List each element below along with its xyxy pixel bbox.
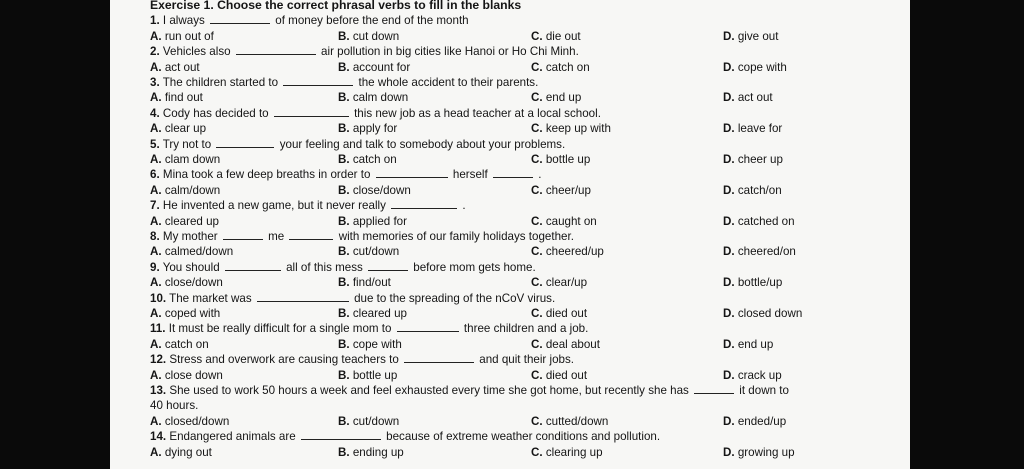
question-text: He invented a new game, but it never really [162, 199, 386, 213]
option-d[interactable] [723, 337, 773, 352]
option-letter: B. [338, 91, 350, 105]
option-text: die out [545, 29, 581, 43]
option-d[interactable] [723, 29, 778, 44]
question-text: Vehicles also [162, 45, 231, 59]
options-row [150, 214, 910, 229]
option-c[interactable] [531, 29, 581, 44]
question-text: me [268, 229, 285, 243]
answer-blank[interactable] [493, 168, 533, 178]
option-letter: D. [723, 245, 735, 259]
option-text: cleared up [164, 214, 219, 228]
option-c[interactable] [531, 368, 587, 383]
option-letter: A. [150, 368, 162, 382]
option-text: clear/up [545, 276, 588, 290]
option-letter: C. [531, 183, 543, 197]
option-letter: B. [338, 337, 350, 351]
option-text: cheer/up [545, 183, 591, 197]
question-text: Stress and overwork are causing teachers to [169, 353, 399, 367]
question-continuation: 40 hours. [150, 399, 199, 413]
option-letter: B. [338, 183, 350, 197]
option-c[interactable] [531, 306, 587, 321]
option-a[interactable] [150, 306, 220, 321]
option-text: crack up [737, 368, 782, 382]
option-text: clear up [164, 122, 207, 136]
question-number: 10. [150, 291, 167, 305]
option-letter: B. [338, 445, 350, 459]
answer-blank[interactable] [301, 430, 381, 440]
answer-blank[interactable] [368, 261, 408, 271]
option-a[interactable] [150, 445, 212, 460]
option-a[interactable] [150, 244, 233, 259]
options-row [150, 90, 910, 105]
option-b[interactable] [338, 214, 407, 229]
question-number: 4. [150, 106, 160, 120]
option-text: give out [737, 29, 779, 43]
option-text: act out [164, 60, 200, 74]
option-letter: C. [531, 276, 543, 290]
option-text: act out [737, 91, 773, 105]
options-row [150, 368, 910, 383]
option-letter: A. [150, 91, 162, 105]
option-letter: B. [338, 214, 350, 228]
option-text: calm down [352, 91, 409, 105]
option-letter: B. [338, 276, 350, 290]
option-b[interactable] [338, 244, 399, 259]
option-a[interactable] [150, 414, 229, 429]
option-text: apply for [352, 122, 398, 136]
question-number: 3. [150, 76, 160, 89]
option-b[interactable] [338, 183, 411, 198]
option-text: calmed/down [164, 245, 234, 259]
question-text: The children started to [162, 76, 279, 89]
option-letter: C. [531, 368, 543, 382]
option-text: cheered/up [545, 245, 604, 259]
option-c[interactable] [531, 244, 604, 259]
answer-blank[interactable] [289, 230, 333, 240]
question-10 [150, 291, 910, 306]
question-text: before mom gets home. [413, 260, 536, 274]
options-row [150, 337, 910, 352]
option-letter: D. [723, 368, 735, 382]
option-c[interactable] [531, 60, 590, 75]
options-row [150, 306, 910, 321]
option-text: cheered/on [737, 245, 796, 259]
option-text: cut/down [352, 245, 400, 259]
exercise-title: Exercise 1. Choose the correct phrasal verbs to fill in the blanks [150, 0, 522, 12]
answer-blank[interactable] [257, 292, 349, 302]
question-text: Try not to [162, 137, 212, 151]
option-c[interactable] [531, 414, 608, 429]
question-text: I always [162, 14, 205, 28]
option-text: ended/up [737, 414, 787, 428]
question-number: 7. [150, 199, 160, 213]
option-text: coped with [164, 306, 221, 320]
option-c[interactable] [531, 152, 590, 167]
options-row [150, 275, 910, 290]
option-text: end up [737, 337, 774, 351]
option-text: cutted/down [545, 414, 609, 428]
answer-blank[interactable] [376, 168, 448, 178]
option-letter: D. [723, 153, 735, 166]
question-text: You should [162, 260, 220, 274]
option-letter: C. [531, 245, 543, 259]
option-d[interactable] [723, 275, 782, 290]
option-text: end up [545, 91, 582, 105]
option-c[interactable] [531, 337, 600, 352]
question-9 [150, 260, 910, 275]
option-letter: D. [723, 122, 735, 136]
option-text: cut down [352, 29, 400, 43]
option-c[interactable] [531, 445, 603, 460]
option-b[interactable] [338, 368, 397, 383]
option-a[interactable] [150, 275, 223, 290]
question-number: 9. [150, 260, 160, 274]
option-a[interactable] [150, 60, 200, 75]
option-letter: C. [531, 60, 543, 74]
question-list [150, 13, 910, 460]
option-text: calm/down [164, 183, 221, 197]
option-c[interactable] [531, 214, 597, 229]
question-3 [150, 75, 910, 90]
option-text: close/down [352, 183, 411, 197]
option-letter: C. [531, 29, 543, 43]
question-text: the whole accident to their parents. [358, 76, 539, 89]
option-text: growing up [737, 445, 795, 459]
question-text: all of this mess [286, 260, 363, 274]
option-a[interactable] [150, 121, 206, 136]
option-letter: D. [723, 214, 735, 228]
question-number: 14. [150, 430, 167, 444]
question-7 [150, 198, 910, 213]
options-row [150, 244, 910, 259]
option-d[interactable] [723, 121, 782, 136]
option-letter: D. [723, 414, 735, 428]
question-text: My mother [162, 229, 218, 243]
option-letter: D. [723, 60, 735, 74]
question-text: The market was [169, 291, 252, 305]
question-text: this new job as a head teacher at a local school. [354, 106, 601, 120]
option-text: catched on [737, 214, 795, 228]
option-letter: D. [723, 91, 735, 105]
option-letter: A. [150, 276, 162, 290]
question-text: It must be really difficult for a single mom to [168, 322, 392, 336]
option-text: bottle up [352, 368, 398, 382]
option-b[interactable] [338, 29, 399, 44]
question-text: herself [452, 168, 488, 182]
option-text: catch on [352, 153, 397, 166]
option-a[interactable] [150, 29, 214, 44]
option-c[interactable] [531, 275, 587, 290]
option-d[interactable] [723, 183, 782, 198]
option-text: applied for [352, 214, 407, 228]
option-c[interactable] [531, 90, 581, 105]
option-letter: A. [150, 414, 162, 428]
option-d[interactable] [723, 368, 782, 383]
question-text: due to the spreading of the nCoV virus. [354, 291, 556, 305]
answer-blank[interactable] [283, 76, 353, 86]
options-row [150, 414, 910, 429]
answer-blank[interactable] [225, 261, 281, 271]
option-a[interactable] [150, 337, 209, 352]
option-a[interactable] [150, 214, 219, 229]
question-14 [150, 429, 910, 444]
option-letter: C. [531, 91, 543, 105]
option-text: account for [352, 60, 411, 74]
option-letter: B. [338, 29, 350, 43]
option-letter: D. [723, 306, 735, 320]
option-text: deal about [545, 337, 600, 351]
option-text: cheer up [737, 153, 783, 166]
option-text: find out [164, 91, 203, 105]
question-text: air pollution in big cities like Hanoi or Ho Chi Minh. [321, 45, 579, 59]
option-letter: A. [150, 214, 162, 228]
question-number: 1. [150, 14, 160, 28]
options-row [150, 152, 910, 167]
option-text: died out [545, 306, 588, 320]
option-letter: B. [338, 414, 350, 428]
question-13 [150, 383, 910, 398]
option-c[interactable] [531, 183, 591, 198]
option-text: clearing up [545, 445, 603, 459]
question-text: three children and a job. [463, 322, 589, 336]
option-letter: A. [150, 306, 162, 320]
option-letter: D. [723, 445, 735, 459]
question-1 [150, 13, 910, 28]
option-a[interactable] [150, 152, 220, 167]
options-row [150, 121, 910, 136]
option-letter: A. [150, 29, 162, 43]
option-b[interactable] [338, 121, 397, 136]
question-number: 13. [150, 383, 167, 397]
question-number: 6. [150, 168, 160, 182]
question-text: with memories of our family holidays together. [338, 229, 574, 243]
question-text: . [462, 199, 466, 213]
question-text: and quit their jobs. [479, 353, 574, 367]
options-row [150, 29, 910, 44]
option-letter: D. [723, 183, 735, 197]
option-b[interactable] [338, 152, 397, 167]
option-text: catch on [545, 60, 590, 74]
option-letter: C. [531, 306, 543, 320]
option-a[interactable] [150, 183, 220, 198]
worksheet-page [110, 0, 910, 469]
option-d[interactable] [723, 445, 795, 460]
question-text: your feeling and talk to somebody about your problems. [279, 137, 566, 151]
option-text: cut/down [352, 414, 400, 428]
option-letter: D. [723, 29, 735, 43]
question-2 [150, 44, 910, 59]
exercise-content [150, 0, 910, 460]
option-letter: D. [723, 337, 735, 351]
option-d[interactable] [723, 214, 795, 229]
question-text: Mina took a few deep breaths in order to [162, 168, 371, 182]
question-5 [150, 137, 910, 152]
option-a[interactable] [150, 90, 203, 105]
option-text: leave for [737, 122, 783, 136]
option-b[interactable] [338, 445, 404, 460]
option-b[interactable] [338, 306, 407, 321]
question-text: Endangered animals are [169, 430, 296, 444]
option-text: clam down [164, 153, 221, 166]
option-text: bottle up [545, 153, 591, 166]
option-letter: A. [150, 60, 162, 74]
option-letter: B. [338, 122, 350, 136]
option-letter: C. [531, 445, 543, 459]
option-letter: B. [338, 245, 350, 259]
right-dark-border [910, 0, 1024, 469]
option-letter: B. [338, 306, 350, 320]
option-letter: A. [150, 445, 162, 459]
answer-blank[interactable] [391, 199, 457, 209]
option-text: closed down [737, 306, 803, 320]
question-text: . [538, 168, 542, 182]
question-text: because of extreme weather conditions and pollution. [386, 430, 661, 444]
answer-blank[interactable] [236, 45, 316, 55]
option-text: cope with [352, 337, 402, 351]
option-letter: C. [531, 414, 543, 428]
answer-blank[interactable] [404, 353, 474, 363]
option-text: dying out [164, 445, 212, 459]
question-text: Cody has decided to [162, 106, 269, 120]
option-text: died out [545, 368, 588, 382]
option-text: ending up [352, 445, 404, 459]
option-text: close/down [164, 276, 223, 290]
option-letter: A. [150, 153, 162, 166]
option-letter: B. [338, 368, 350, 382]
question-11 [150, 321, 910, 336]
option-d[interactable] [723, 90, 773, 105]
option-letter: A. [150, 245, 162, 259]
option-text: catch on [164, 337, 209, 351]
options-row [150, 183, 910, 198]
option-letter: C. [531, 122, 543, 136]
question-number: 2. [150, 45, 160, 59]
option-letter: D. [723, 276, 735, 290]
left-dark-border [0, 0, 110, 469]
question-text: of money before the end of the month [275, 14, 469, 28]
option-text: close down [164, 368, 223, 382]
question-number: 5. [150, 137, 160, 151]
question-text: She used to work 50 hours a week and feel exhausted every time she got home, but recently she has [169, 383, 689, 397]
option-letter: A. [150, 122, 162, 136]
option-a[interactable] [150, 368, 223, 383]
option-d[interactable] [723, 414, 786, 429]
option-letter: C. [531, 337, 543, 351]
question-6 [150, 167, 910, 182]
option-text: closed/down [164, 414, 230, 428]
option-letter: A. [150, 183, 162, 197]
option-letter: B. [338, 153, 350, 166]
option-letter: A. [150, 337, 162, 351]
question-12 [150, 352, 910, 367]
answer-blank[interactable] [216, 138, 274, 148]
option-text: cope with [737, 60, 787, 74]
option-d[interactable] [723, 60, 787, 75]
answer-blank[interactable] [223, 230, 263, 240]
option-letter: C. [531, 214, 543, 228]
option-text: run out of [164, 29, 214, 43]
option-text: bottle/up [737, 276, 783, 290]
option-d[interactable] [723, 244, 796, 259]
question-text: it down to [739, 383, 789, 397]
option-b[interactable] [338, 275, 391, 290]
option-letter: C. [531, 153, 543, 166]
option-text: caught on [545, 214, 597, 228]
answer-blank[interactable] [274, 107, 349, 117]
option-d[interactable] [723, 152, 783, 167]
option-b[interactable] [338, 60, 410, 75]
option-text: find/out [352, 276, 391, 290]
question-number: 12. [150, 353, 167, 367]
answer-blank[interactable] [694, 384, 734, 394]
option-b[interactable] [338, 90, 408, 105]
question-4 [150, 106, 910, 121]
question-number: 11. [150, 322, 166, 336]
options-row [150, 445, 910, 460]
options-row [150, 60, 910, 75]
option-text: catch/on [737, 183, 782, 197]
option-c[interactable] [531, 121, 611, 136]
answer-blank[interactable] [210, 14, 270, 24]
option-b[interactable] [338, 337, 402, 352]
question-number: 8. [150, 229, 160, 243]
answer-blank[interactable] [397, 322, 459, 332]
option-letter: B. [338, 60, 350, 74]
option-text: cleared up [352, 306, 407, 320]
question-8 [150, 229, 910, 244]
option-d[interactable] [723, 306, 802, 321]
option-text: keep up with [545, 122, 611, 136]
option-b[interactable] [338, 414, 399, 429]
